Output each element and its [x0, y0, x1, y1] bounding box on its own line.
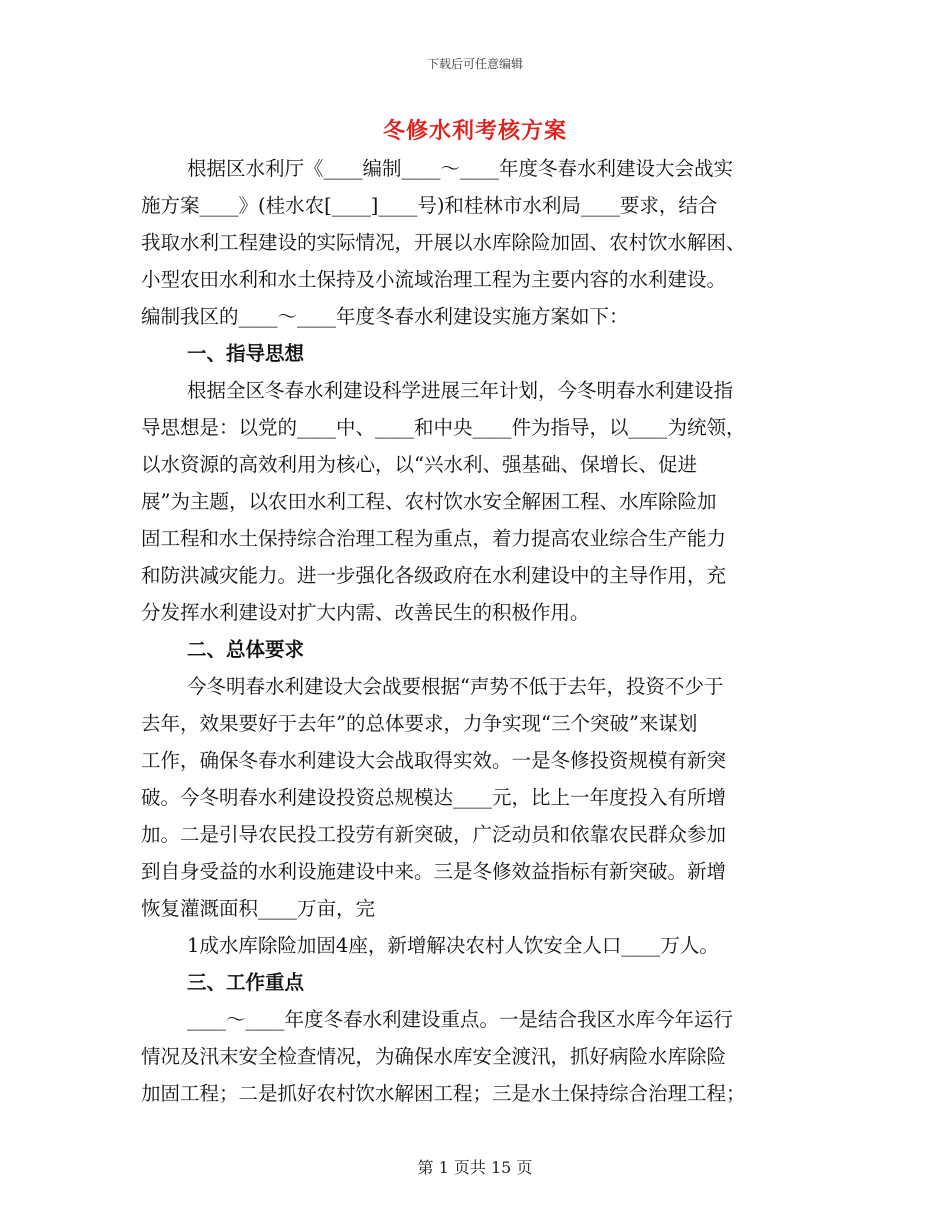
- page-header: 下载后可任意编辑: [426, 57, 523, 71]
- paragraph-line: 我取水利工程建设的实际情况，开展以水库除险加固、农村饮水解困、: [141, 231, 746, 254]
- paragraph-line: 小型农田水利和水土保持及小流域治理工程为主要内容的水利建设。: [141, 268, 727, 291]
- page-number: 第 1 页共 15 页: [417, 1158, 533, 1177]
- paragraph-line: 根据全区冬春水利建设科学进展三年计划，今冬明春水利建设指: [187, 379, 734, 402]
- paragraph-line: 加固工程；二是抓好农村饮水解困工程；三是水土保持综合治理工程；: [141, 1082, 746, 1105]
- paragraph-line: ____～____年度冬春水利建设重点。一是结合我区水库今年运行: [187, 1008, 734, 1031]
- paragraph-line: 导思想是：以党的____中、____和中央____件为指导，以____为统领，: [141, 416, 746, 439]
- paragraph-line: 加。二是引导农民投工投劳有新突破，广泛动员和依靠农民群众参加: [141, 823, 727, 846]
- paragraph-line: 编制我区的____～____年度冬春水利建设实施方案如下：: [141, 305, 629, 328]
- paragraph-line: 施方案____》(桂水农[____]____号)和桂林市水利局____要求，结合: [141, 194, 718, 217]
- section-heading: 三、工作重点: [187, 971, 305, 994]
- section-heading: 二、总体要求: [187, 638, 305, 661]
- paragraph-line: 去年，效果要好于去年”的总体要求，力争实现“三个突破”来谋划: [141, 712, 698, 735]
- document-title: 冬修水利考核方案: [382, 118, 567, 144]
- paragraph-line: 固工程和水土保持综合治理工程为重点，着力提高农业综合生产能力: [141, 527, 727, 550]
- paragraph-line: 情况及汛末安全检查情况，为确保水库安全渡汛，抓好病险水库除险: [141, 1045, 727, 1068]
- paragraph-line: 和防洪减灾能力。进一步强化各级政府在水利建设中的主导作用，充: [141, 564, 727, 587]
- paragraph-line: 工作，确保冬春水利建设大会战取得实效。一是冬修投资规模有新突: [141, 749, 727, 772]
- paragraph-line: 今冬明春水利建设大会战要根据“声势不低于去年，投资不少于: [187, 675, 724, 698]
- section-heading: 一、指导思想: [187, 342, 305, 365]
- paragraph-line: 根据区水利厅《____编制____～____年度冬春水利建设大会战实: [187, 157, 734, 180]
- paragraph-line: 到自身受益的水利设施建设中来。三是冬修效益指标有新突破。新增: [141, 860, 727, 883]
- paragraph-line: 1成水库除险加固4座，新增解决农村人饮安全人口____万人。: [187, 934, 719, 957]
- paragraph-line: 以水资源的高效利用为核心，以“兴水利、强基础、保增长、促进: [141, 453, 697, 476]
- document-body: [141, 150, 809, 1112]
- paragraph-line: 恢复灌溉面积____万亩，完: [141, 897, 376, 920]
- paragraph-line: 破。今冬明春水利建设投资总规模达____元，比上一年度投入有所增: [141, 786, 727, 809]
- paragraph-line: 展”为主题，以农田水利工程、农村饮水安全解困工程、水库除险加: [141, 490, 717, 513]
- paragraph-line: 分发挥水利建设对扩大内需、改善民生的积极作用。: [141, 601, 590, 624]
